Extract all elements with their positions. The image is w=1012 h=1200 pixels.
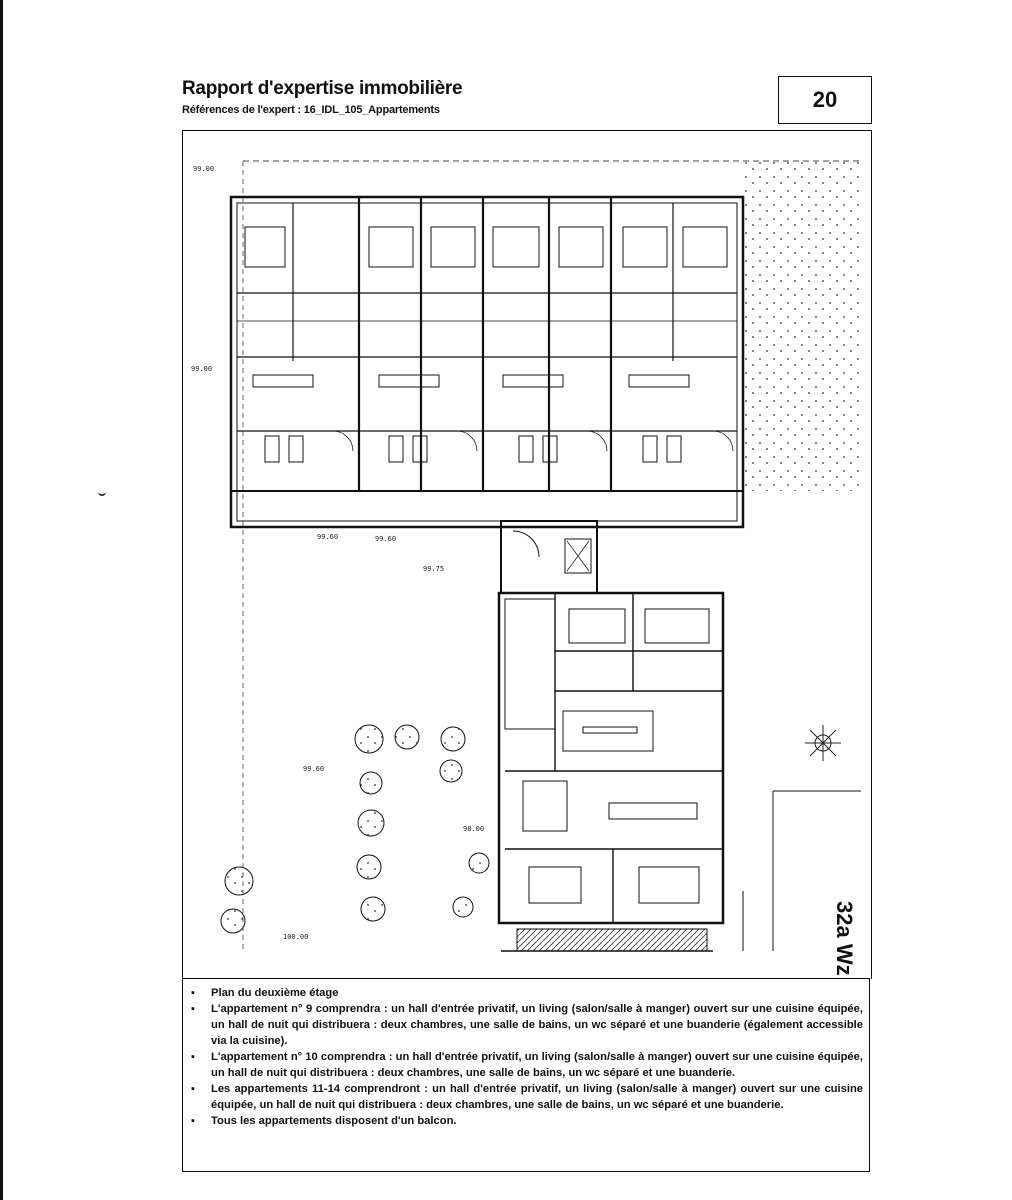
note-item: ▪ L'appartement n° 9 comprendra : un hall d'entrée privatif, un living (salon/salle à manger) ouvert sur une cuisine équipée, un hall de nuit qui distribuera : deux chambres, une salle de bains, un wc séparé et une buanderie (également accessible via la cuisine). [189,1001,863,1049]
south-wing [499,593,723,951]
report-title: Rapport d'expertise immobilière [182,78,463,99]
main-building [231,197,743,527]
trees [221,725,489,933]
plan-notes [182,978,870,1172]
expert-reference: Références de l'expert : 16_IDL_105_Appartements [182,104,440,116]
floor-plan-drawing [183,131,871,979]
level-label: 98.00 [463,825,485,833]
level-label: 99.75 [423,565,445,573]
scan-mark [98,488,106,496]
scan-edge [0,0,3,1200]
level-label: 99.60 [375,535,397,543]
level-label: 99.00 [191,365,213,373]
sun-symbol [805,725,841,761]
note-item: ▪ L'appartement n° 10 comprendra : un hall d'entrée privatif, un living (salon/salle à manger) ouvert sur une cuisine équipée, un hall de nuit qui distribuera : deux chambres, une salle de bains, un wc séparé et une buanderie. [189,1049,863,1081]
level-label: 100.00 [283,933,309,941]
note-item: ▪ Les appartements 11-14 comprendront : un hall d'entrée privatif, un living (salon/salle à manger) ouvert sur une cuisine équipée, un hall de nuit qui distribuera : deux chambres, une salle de bains, un wc séparé et une buanderie. [189,1081,863,1113]
area-label: 32a Wz [832,901,857,976]
note-item: ▪ Plan du deuxième étage [189,985,863,1001]
garden-area [743,161,861,491]
report-header [182,78,462,116]
level-label: 99.60 [317,533,339,541]
note-item: ▪ Tous les appartements disposent d'un balcon. [189,1113,863,1129]
level-label: 99.60 [303,765,325,773]
floor-plan [182,130,872,979]
stair-core [501,521,597,593]
page-number: 20 [778,76,872,124]
level-label: 99.00 [193,165,215,173]
